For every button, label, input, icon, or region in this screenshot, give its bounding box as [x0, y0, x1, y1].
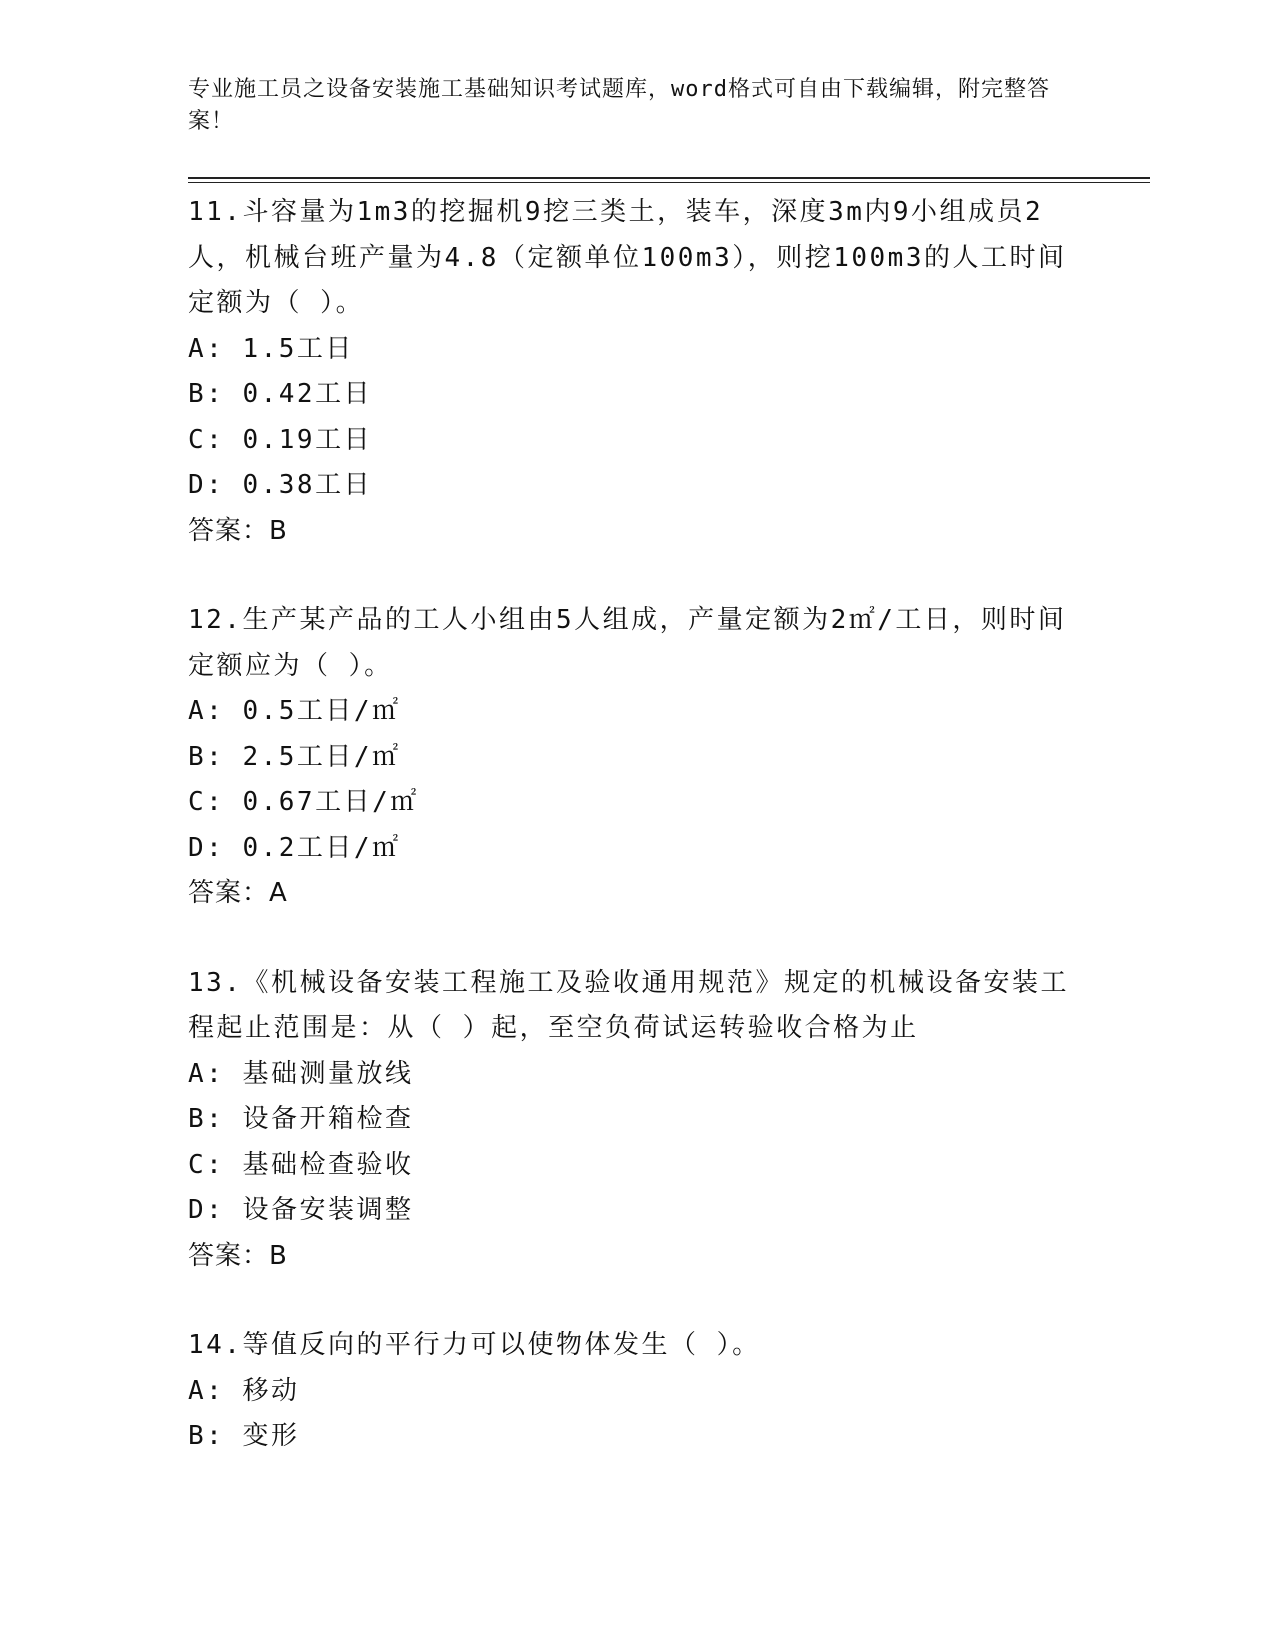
option-c: C: 0.67工日/㎡ — [188, 787, 419, 817]
question-14 — [188, 1323, 1088, 1460]
answer-line: 答案：A — [188, 878, 288, 908]
option-b: B: 2.5工日/㎡ — [188, 741, 401, 772]
option-c: C: 基础检查验收 — [188, 1149, 414, 1180]
question-12 — [188, 598, 1088, 917]
question-text: 11.斗容量为1m3的挖掘机9挖三类土，装车，深度3m内9小组成员2人，机械台班产量为4.8（定额单位100m3），则挖100m3的人工时间定额为（ ）。 — [188, 197, 1067, 318]
option-c: C: 0.19工日 — [188, 424, 373, 455]
answer-line: 答案：B — [188, 515, 288, 546]
question-list — [188, 190, 1088, 1504]
question-13 — [188, 961, 1088, 1280]
answer-line: 答案：B — [188, 1240, 288, 1271]
question-11 — [188, 190, 1088, 554]
document-header: 专业施工员之设备安装施工基础知识考试题库，word格式可自由下载编辑，附完整答案！ — [188, 77, 1050, 134]
option-a: A: 0.5工日/㎡ — [188, 696, 401, 726]
option-a: A: 移动 — [188, 1375, 300, 1406]
option-d: D: 0.2工日/㎡ — [188, 832, 401, 863]
option-b: B: 变形 — [188, 1421, 300, 1451]
header-rule-thick — [188, 177, 1150, 179]
option-a: A: 1.5工日 — [188, 333, 354, 364]
question-text: 13.《机械设备安装工程施工及验收通用规范》规定的机械设备安装工程起止范围是：从（ ）起，至空负荷试运转验收合格为止 — [188, 967, 1069, 1043]
option-b: B: 0.42工日 — [188, 379, 373, 409]
header-rule-thin — [188, 182, 1150, 183]
option-b: B: 设备开箱检查 — [188, 1104, 414, 1134]
question-text: 12.生产某产品的工人小组由5人组成，产量定额为2㎡/工日，则时间定额应为（ ）。 — [188, 605, 1067, 681]
option-d: D: 0.38工日 — [188, 470, 373, 500]
question-text: 14.等值反向的平行力可以使物体发生（ ）。 — [188, 1330, 761, 1360]
option-d: D: 设备安装调整 — [188, 1195, 414, 1225]
option-a: A: 基础测量放线 — [188, 1058, 414, 1089]
